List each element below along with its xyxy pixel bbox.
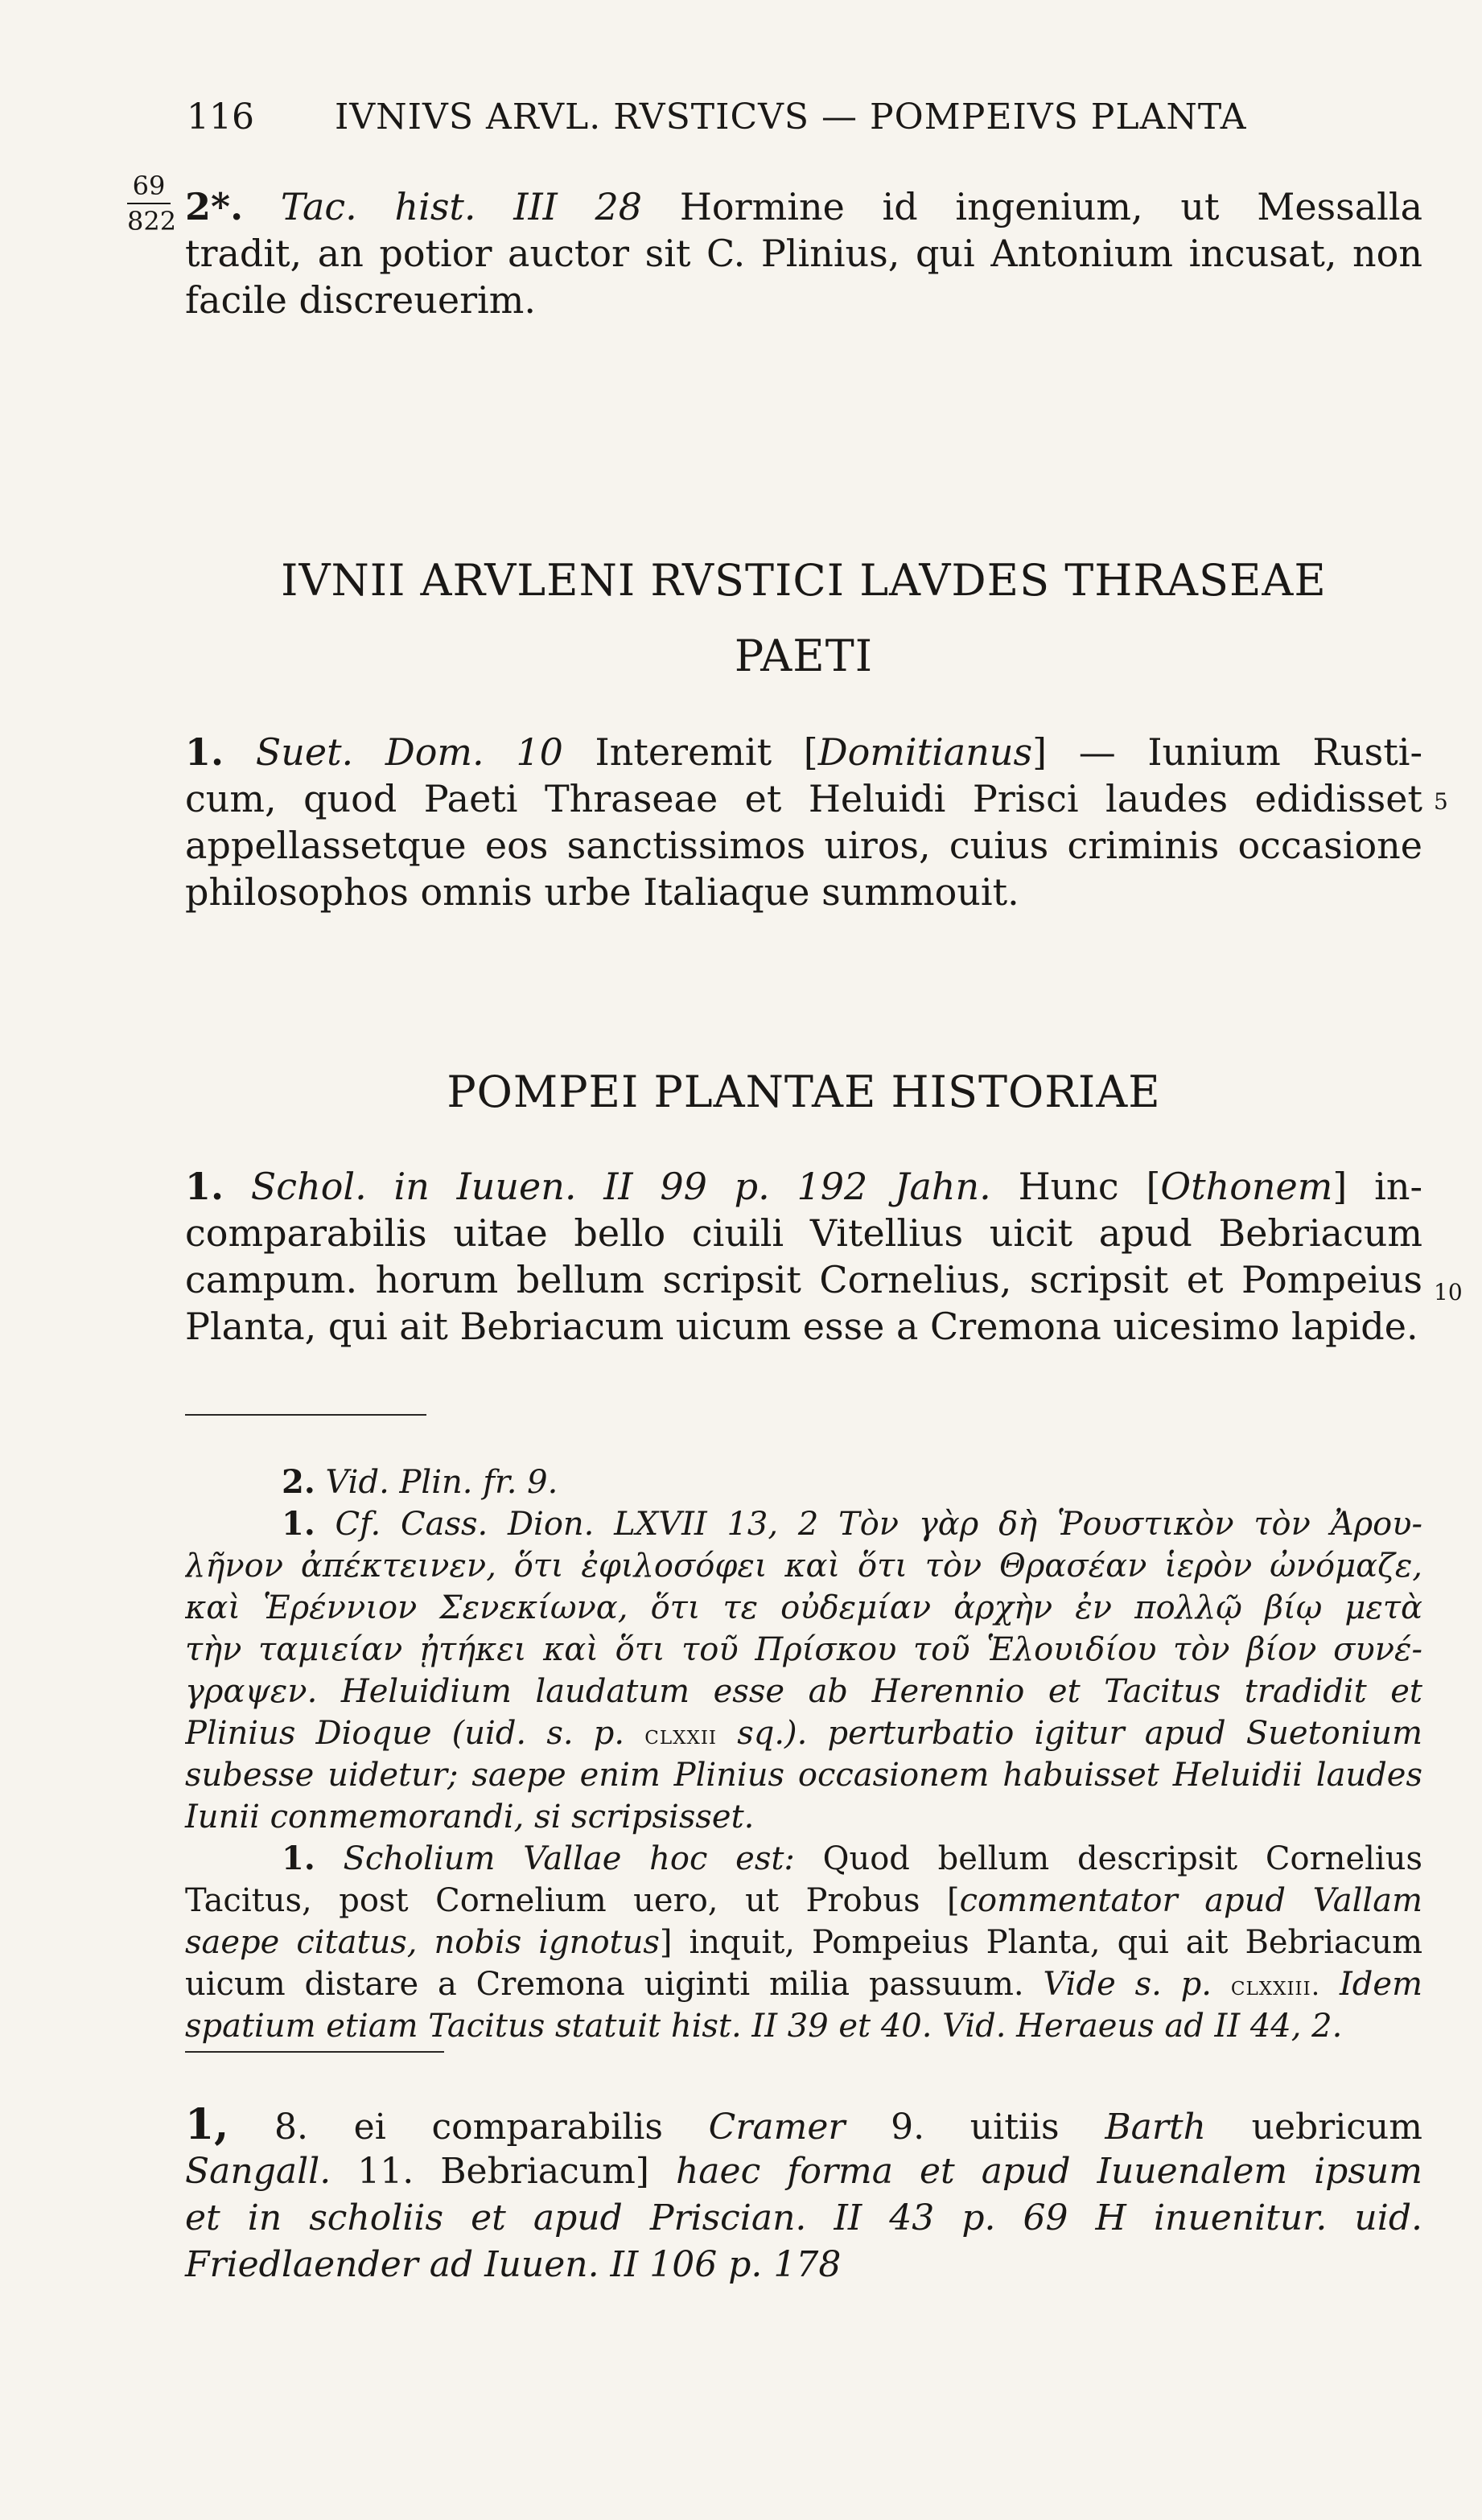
page-number: 116 xyxy=(187,97,254,138)
fragment-2-line-2: tradit, an potior auctor sit C. Plinius, qui Antonium incusat, non xyxy=(185,232,1422,275)
margin-ref-top: 69 xyxy=(132,171,166,201)
note-2-line-1: 1. Cf. Cass. Dion. LXVII 13, 2 Τὸν γὰρ δὴ Ῥουστικὸν τὸν Ἀρου- xyxy=(282,1505,1422,1543)
section-2-line-3: campum. horum bellum scripsit Cornelius, scripsit et Pompeius xyxy=(185,1258,1422,1301)
notes-divider xyxy=(185,1414,426,1416)
note-3-line-3: saepe citatus, nobis ignotus] inquit, Pompeius Planta, qui ait Bebriacum xyxy=(185,1924,1422,1961)
note-2-line-5: γραψεν. Heluidium laudatum esse ab Herennio et Tacitus tradidit et xyxy=(185,1673,1422,1710)
note-2-line-2: λῆνον ἀπέκτεινεν, ὅτι ἐφιλοσόφει καὶ ὅτι τὸν Θρασέαν ἱερὸν ὠνόμαζε, xyxy=(185,1548,1422,1585)
margin-reference xyxy=(127,171,177,236)
section-1-title-line-1: IVNII ARVLENI RVSTICI LAVDES THRASEAE xyxy=(281,555,1327,606)
margin-ref-bottom: 822 xyxy=(127,206,177,236)
section-2-line-1: 1. Schol. in Iuuen. II 99 p. 192 Jahn. Hunc [Othonem] in- xyxy=(185,1165,1422,1208)
note-3-line-4: uicum distare a Cremona uiginti milia passuum. Vide s. p. clxxiii. Idem xyxy=(185,1966,1422,2003)
section-2-line-4: Planta, qui ait Bebriacum uicum esse a Cremona uicesimo lapide. xyxy=(185,1305,1418,1348)
note-1: 2. Vid. Plin. fr. 9. xyxy=(282,1463,558,1501)
section-1-text xyxy=(185,729,1422,922)
fragment-2-line-3: facile discreuerim. xyxy=(185,278,537,322)
apparatus-divider xyxy=(185,2051,444,2053)
note-3-line-5: spatium etiam Tacitus statuit hist. II 39 et 40. Vid. Heraeus ad II 44, 2. xyxy=(185,2008,1343,2045)
note-2-line-8: Iunii conmemorandi, si scripsisset. xyxy=(185,1799,755,1836)
running-title: IVNIVS ARVL. RVSTICVS — POMPEIVS PLANTA xyxy=(335,97,1247,138)
apparatus-line-3: et in scholiis et apud Priscian. II 43 p. 69 H inuenitur. uid. xyxy=(185,2197,1422,2238)
section-2-title: POMPEI PLANTAE HISTORIAE xyxy=(447,1067,1161,1117)
note-2-line-4: τὴν ταμιείαν ᾐτήκει καὶ ὅτι τοῦ Πρίσκου τοῦ Ἑλουιδίου τὸν βίον συνέ- xyxy=(185,1631,1422,1668)
apparatus-line-2: Sangall. 11. Bebriacum] haec forma et apud Iuuenalem ipsum xyxy=(185,2151,1422,2192)
note-2-line-3: καὶ Ἑρέννιον Σενεκίωνα, ὅτι τε οὐδεμίαν ἀρχὴν ἐν πολλῷ βίῳ μετὰ xyxy=(185,1589,1422,1626)
apparatus xyxy=(185,2103,1422,2312)
fragment-2 xyxy=(185,183,1422,344)
note-3-line-2: Tacitus, post Cornelium uero, ut Probus [commentator apud Vallam xyxy=(185,1882,1422,1919)
margin-line-5: 5 xyxy=(1434,788,1448,815)
section-1-line-4: philosophos omnis urbe Italiaque summouit. xyxy=(185,870,1019,914)
note-3-line-1: 1. Scholium Vallae hoc est: Quod bellum descripsit Cornelius xyxy=(282,1840,1422,1877)
section-1-line-3: appellassetque eos sanctissimos uiros, cuius criminis occasione xyxy=(185,824,1422,867)
apparatus-line-1: 1, 8. ei comparabilis Cramer 9. uitiis Barth uebricum xyxy=(185,2103,1422,2149)
section-1-title-line-2: PAETI xyxy=(734,631,874,681)
note-2-line-6: Plinius Dioque (uid. s. p. clxxii sq.). perturbatio igitur apud Suetonium xyxy=(185,1715,1422,1752)
section-2-line-2: comparabilis uitae bello ciuili Vitellius uicit apud Bebriacum xyxy=(185,1211,1422,1255)
margin-line-10: 10 xyxy=(1434,1279,1463,1305)
section-2-text xyxy=(185,1163,1422,1356)
notes xyxy=(185,1462,1422,2106)
apparatus-line-4: Friedlaender ad Iuuen. II 106 p. 178 xyxy=(185,2244,842,2285)
note-2-line-7: subesse uidetur; saepe enim Plinius occasionem habuisset Heluidii laudes xyxy=(185,1757,1422,1794)
fragment-2-line-1: 2*. Tac. hist. III 28 Hormine id ingenium, ut Messalla xyxy=(185,185,1422,228)
section-1-line-2: cum, quod Paeti Thraseae et Heluidi Prisci laudes edidisset xyxy=(185,777,1422,820)
section-1-line-1: 1. Suet. Dom. 10 Interemit [Domitianus] — Iunium Rusti- xyxy=(185,730,1422,774)
